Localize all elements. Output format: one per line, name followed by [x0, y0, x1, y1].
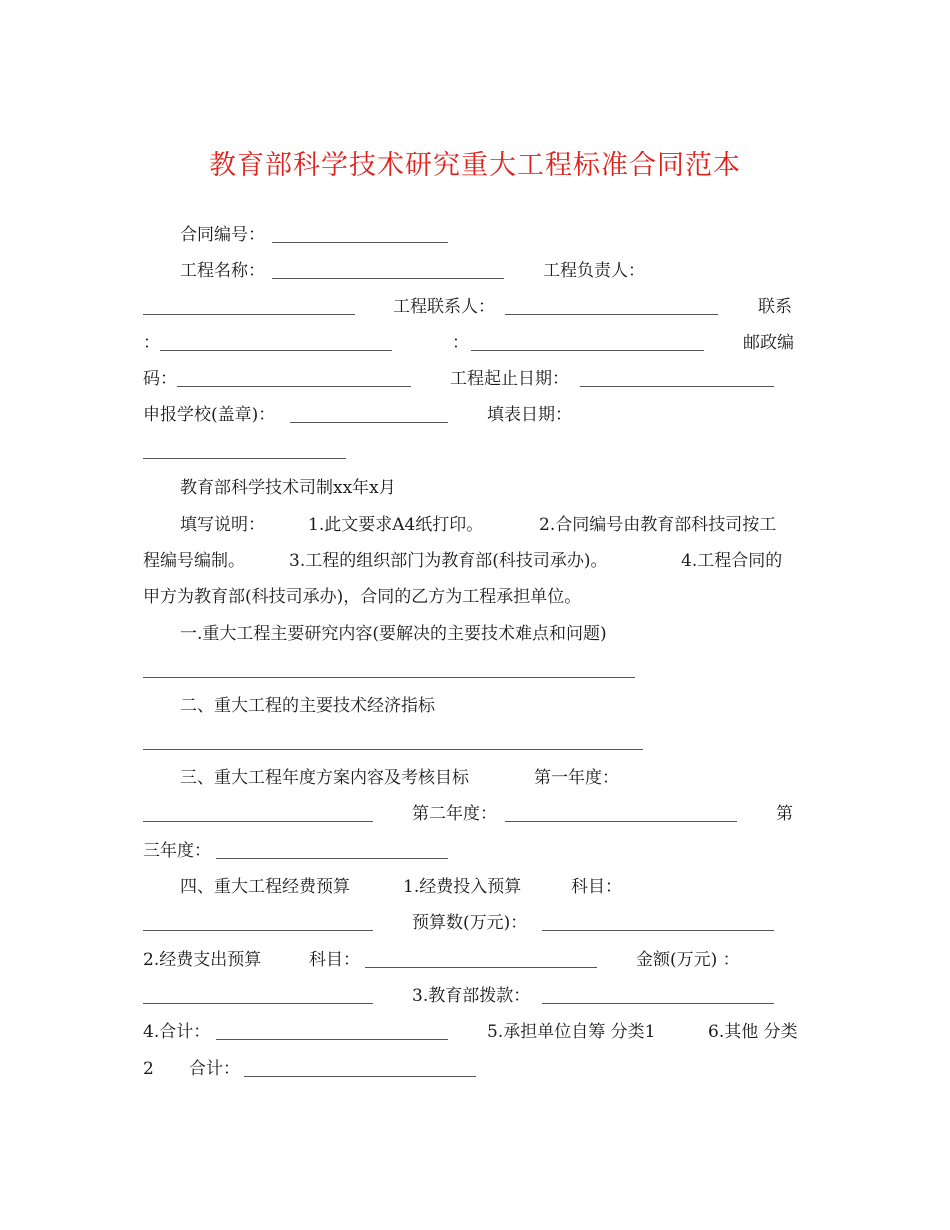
notes-label: 填写说明：	[180, 515, 265, 535]
code-label: 码：	[143, 369, 177, 389]
moe-fund-blank[interactable]	[542, 1003, 774, 1004]
total-blank-2[interactable]	[244, 1076, 476, 1077]
year-1-blank[interactable]	[143, 821, 373, 822]
document-title: 教育部科学技术研究重大工程标准合同范本	[209, 150, 741, 181]
year-3-blank[interactable]	[216, 858, 448, 859]
school-blank[interactable]	[290, 422, 448, 423]
note-2a: 2.合同编号由教育部科技司按工	[539, 515, 777, 535]
subject-label-2: 科目：	[309, 950, 360, 970]
fill-date-blank[interactable]	[143, 458, 346, 459]
project-name-label: 工程名称：	[180, 261, 265, 281]
note-1: 1.此文要求A4纸打印。	[308, 515, 484, 535]
amount-blank[interactable]	[143, 1003, 373, 1004]
postcode-blank[interactable]	[177, 386, 411, 387]
note-4b: 甲方为教育部(科技司承办)，合同的乙方为工程承担单位。	[143, 587, 582, 607]
moe-fund-label: 3.教育部拨款：	[412, 986, 531, 1006]
project-leader-blank[interactable]	[143, 314, 355, 315]
amount-label: 金额(万元) ：	[636, 950, 740, 970]
year-1-label: 第一年度：	[534, 768, 619, 788]
subject-blank[interactable]	[143, 930, 373, 931]
section-1-heading: 一.重大工程主要研究内容(要解决的主要技术难点和问题)	[180, 624, 607, 644]
category-2-label: 2	[143, 1059, 154, 1079]
budget-out-label: 2.经费支出预算	[143, 950, 262, 970]
note-2b: 程编号编制。	[143, 551, 245, 571]
section-1-blank[interactable]	[143, 677, 635, 678]
project-contact-blank[interactable]	[505, 314, 718, 315]
total-label-2: 合计：	[189, 1059, 240, 1079]
colon-b: ：	[452, 333, 469, 353]
section-2-blank[interactable]	[143, 749, 643, 750]
postcode-label: 邮政编	[743, 333, 794, 353]
subject-blank-2[interactable]	[365, 967, 597, 968]
budget-amount-blank[interactable]	[542, 930, 774, 931]
subject-label: 科目：	[571, 877, 622, 897]
contact-blank-a[interactable]	[160, 350, 392, 351]
section-2-heading: 二、重大工程的主要技术经济指标	[180, 696, 435, 716]
issuer-line: 教育部科学技术司制xx年x月	[180, 478, 396, 498]
fill-date-label: 填表日期：	[487, 405, 572, 425]
total-label: 4.合计：	[143, 1022, 211, 1042]
section-3-heading: 三、重大工程年度方案内容及考核目标	[180, 768, 469, 788]
period-blank[interactable]	[580, 386, 774, 387]
total-blank[interactable]	[216, 1039, 448, 1040]
budget-in-label: 1.经费投入预算	[403, 877, 522, 897]
colon-a: ：	[143, 333, 160, 353]
budget-amount-label: 预算数(万元)：	[412, 913, 528, 933]
project-leader-label: 工程负责人：	[543, 261, 645, 281]
period-label: 工程起止日期：	[450, 369, 569, 389]
year-2-blank[interactable]	[505, 821, 737, 822]
note-4a: 4.工程合同的	[681, 551, 783, 571]
project-contact-label: 工程联系人：	[393, 297, 495, 317]
project-name-blank[interactable]	[272, 278, 504, 279]
school-label: 申报学校(盖章)：	[143, 405, 276, 425]
contract-no-label: 合同编号：	[180, 225, 265, 245]
contact-blank-b[interactable]	[471, 350, 704, 351]
note-3: 3.工程的组织部门为教育部(科技司承办)。	[289, 551, 608, 571]
year-2-label: 第二年度：	[412, 804, 497, 824]
self-fund-label: 5.承担单位自筹 分类1	[487, 1022, 656, 1042]
contract-no-blank[interactable]	[272, 242, 448, 243]
contact-label: 联系	[758, 297, 792, 317]
year-3-label-a: 第	[776, 804, 793, 824]
year-3-label-b: 三年度：	[143, 841, 211, 861]
other-label: 6.其他 分类	[708, 1022, 798, 1042]
section-4-heading: 四、重大工程经费预算	[180, 877, 350, 897]
